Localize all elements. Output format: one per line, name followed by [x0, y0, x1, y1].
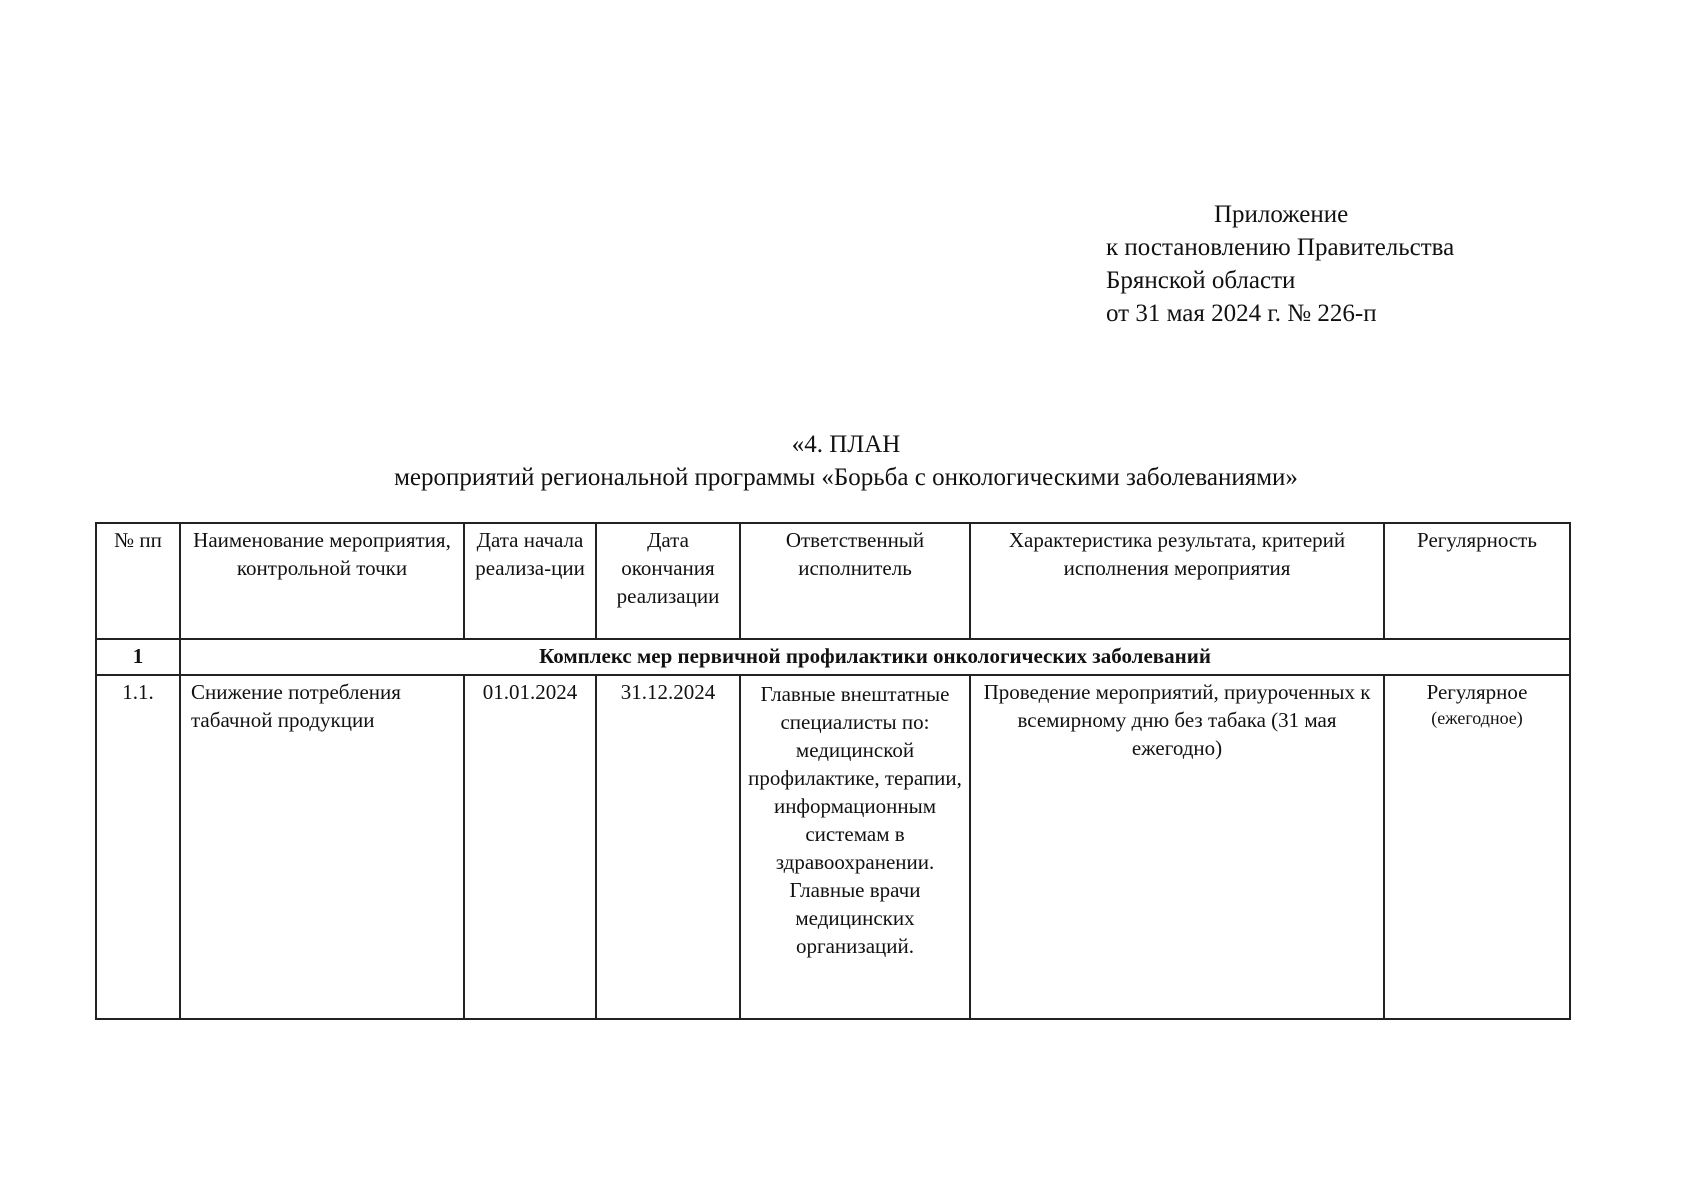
row-result: Проведение мероприятий, приуроченных к всемирному дню без табака (31 мая ежегодно)	[970, 675, 1384, 1019]
row-regularity-note: (ежегодное)	[1431, 708, 1523, 728]
section-title: Комплекс мер первичной профилактики онкологических заболеваний	[180, 639, 1570, 675]
plan-title-line-2: мероприятий региональной программы «Борьба с онкологическими заболеваниями»	[394, 464, 1298, 491]
row-number: 1.1.	[96, 675, 180, 1019]
header-result: Характеристика результата, критерий исполнения мероприятия	[970, 523, 1384, 639]
plan-title	[0, 428, 1692, 494]
header-end-date: Дата окончания реализации	[596, 523, 740, 639]
appendix-line-4: от 31 мая 2024 г. № 226-п	[1106, 300, 1377, 327]
header-number: № пп	[96, 523, 180, 639]
plan-table	[95, 522, 1571, 1020]
appendix-title: Приложение	[1214, 201, 1349, 228]
header-start-date: Дата начала реализа-ции	[464, 523, 596, 639]
row-regularity-cell	[1384, 675, 1570, 1019]
plan-title-line-1: «4. ПЛАН	[791, 431, 901, 458]
row-name: Снижение потребления табачной продукции	[180, 675, 464, 1019]
header-regularity: Регулярность	[1384, 523, 1570, 639]
row-executor: Главные внештатные специалисты по: медицинской профилактике, терапии, информационным системам в здравоохранении. Главные врачи медицинских организаций.	[740, 675, 970, 1019]
section-number: 1	[96, 639, 180, 675]
appendix-header	[1106, 198, 1454, 330]
table-header-row	[96, 523, 1570, 639]
header-name: Наименование мероприятия, контрольной точки	[180, 523, 464, 639]
row-regularity: Регулярное	[1426, 680, 1528, 704]
row-start-date: 01.01.2024	[464, 675, 596, 1019]
appendix-line-3: Брянской области	[1106, 267, 1296, 294]
table-row	[96, 675, 1570, 1019]
header-executor: Ответственный исполнитель	[740, 523, 970, 639]
appendix-line-2: к постановлению Правительства	[1106, 234, 1455, 261]
section-row	[96, 639, 1570, 675]
row-end-date: 31.12.2024	[596, 675, 740, 1019]
